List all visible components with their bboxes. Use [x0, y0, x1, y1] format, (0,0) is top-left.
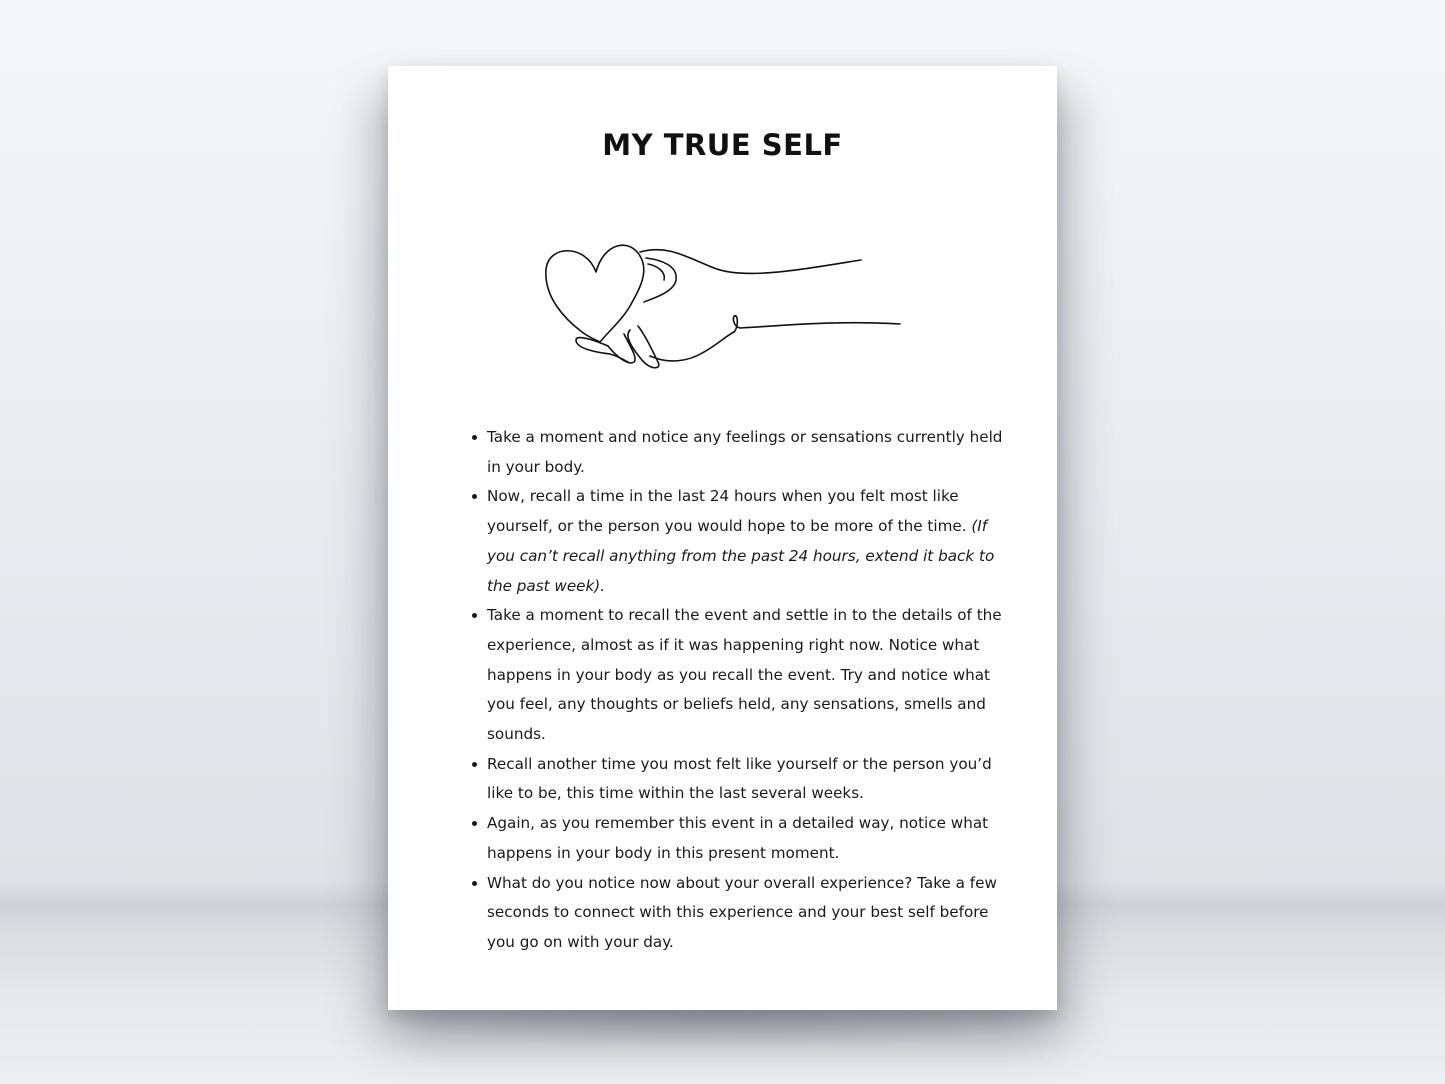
hand-holding-heart-icon	[538, 236, 908, 376]
list-item-text: What do you notice now about your overall experience? Take a few seconds to connect with this experience and your best self before you go on with your day.	[487, 873, 997, 951]
list-item-text: Again, as you remember this event in a detailed way, notice what happens in your body in this present moment.	[487, 814, 989, 862]
list-item-italic-note: (If you can’t recall anything from the past 24 hours, extend it back to the past week).	[487, 517, 995, 595]
list-item	[487, 809, 1017, 868]
list-item	[487, 482, 1017, 601]
list-item-text: Now, recall a time in the last 24 hours when you felt most like yourself, or the person you would hope to be more of the time.	[487, 487, 972, 536]
list-item	[487, 601, 1017, 750]
page-title: MY TRUE SELF	[602, 128, 843, 162]
worksheet-page	[388, 66, 1057, 1010]
instruction-list	[468, 423, 1017, 958]
list-item	[487, 869, 1017, 958]
list-item-text: Recall another time you most felt like yourself or the person you’d like to be, this time within the last several weeks.	[487, 754, 992, 803]
list-item-text: Take a moment and notice any feelings or sensations currently held in your body.	[487, 428, 1003, 476]
list-item-text: Take a moment to recall the event and settle in to the details of the experience, almost as if it was happening right now. Notice what happens in your body as you recall the event. Try and notice what you feel, any thoughts or beliefs held, any sensations, smells and sounds.	[487, 606, 1002, 744]
list-item	[487, 750, 1017, 809]
list-item	[487, 423, 1017, 482]
